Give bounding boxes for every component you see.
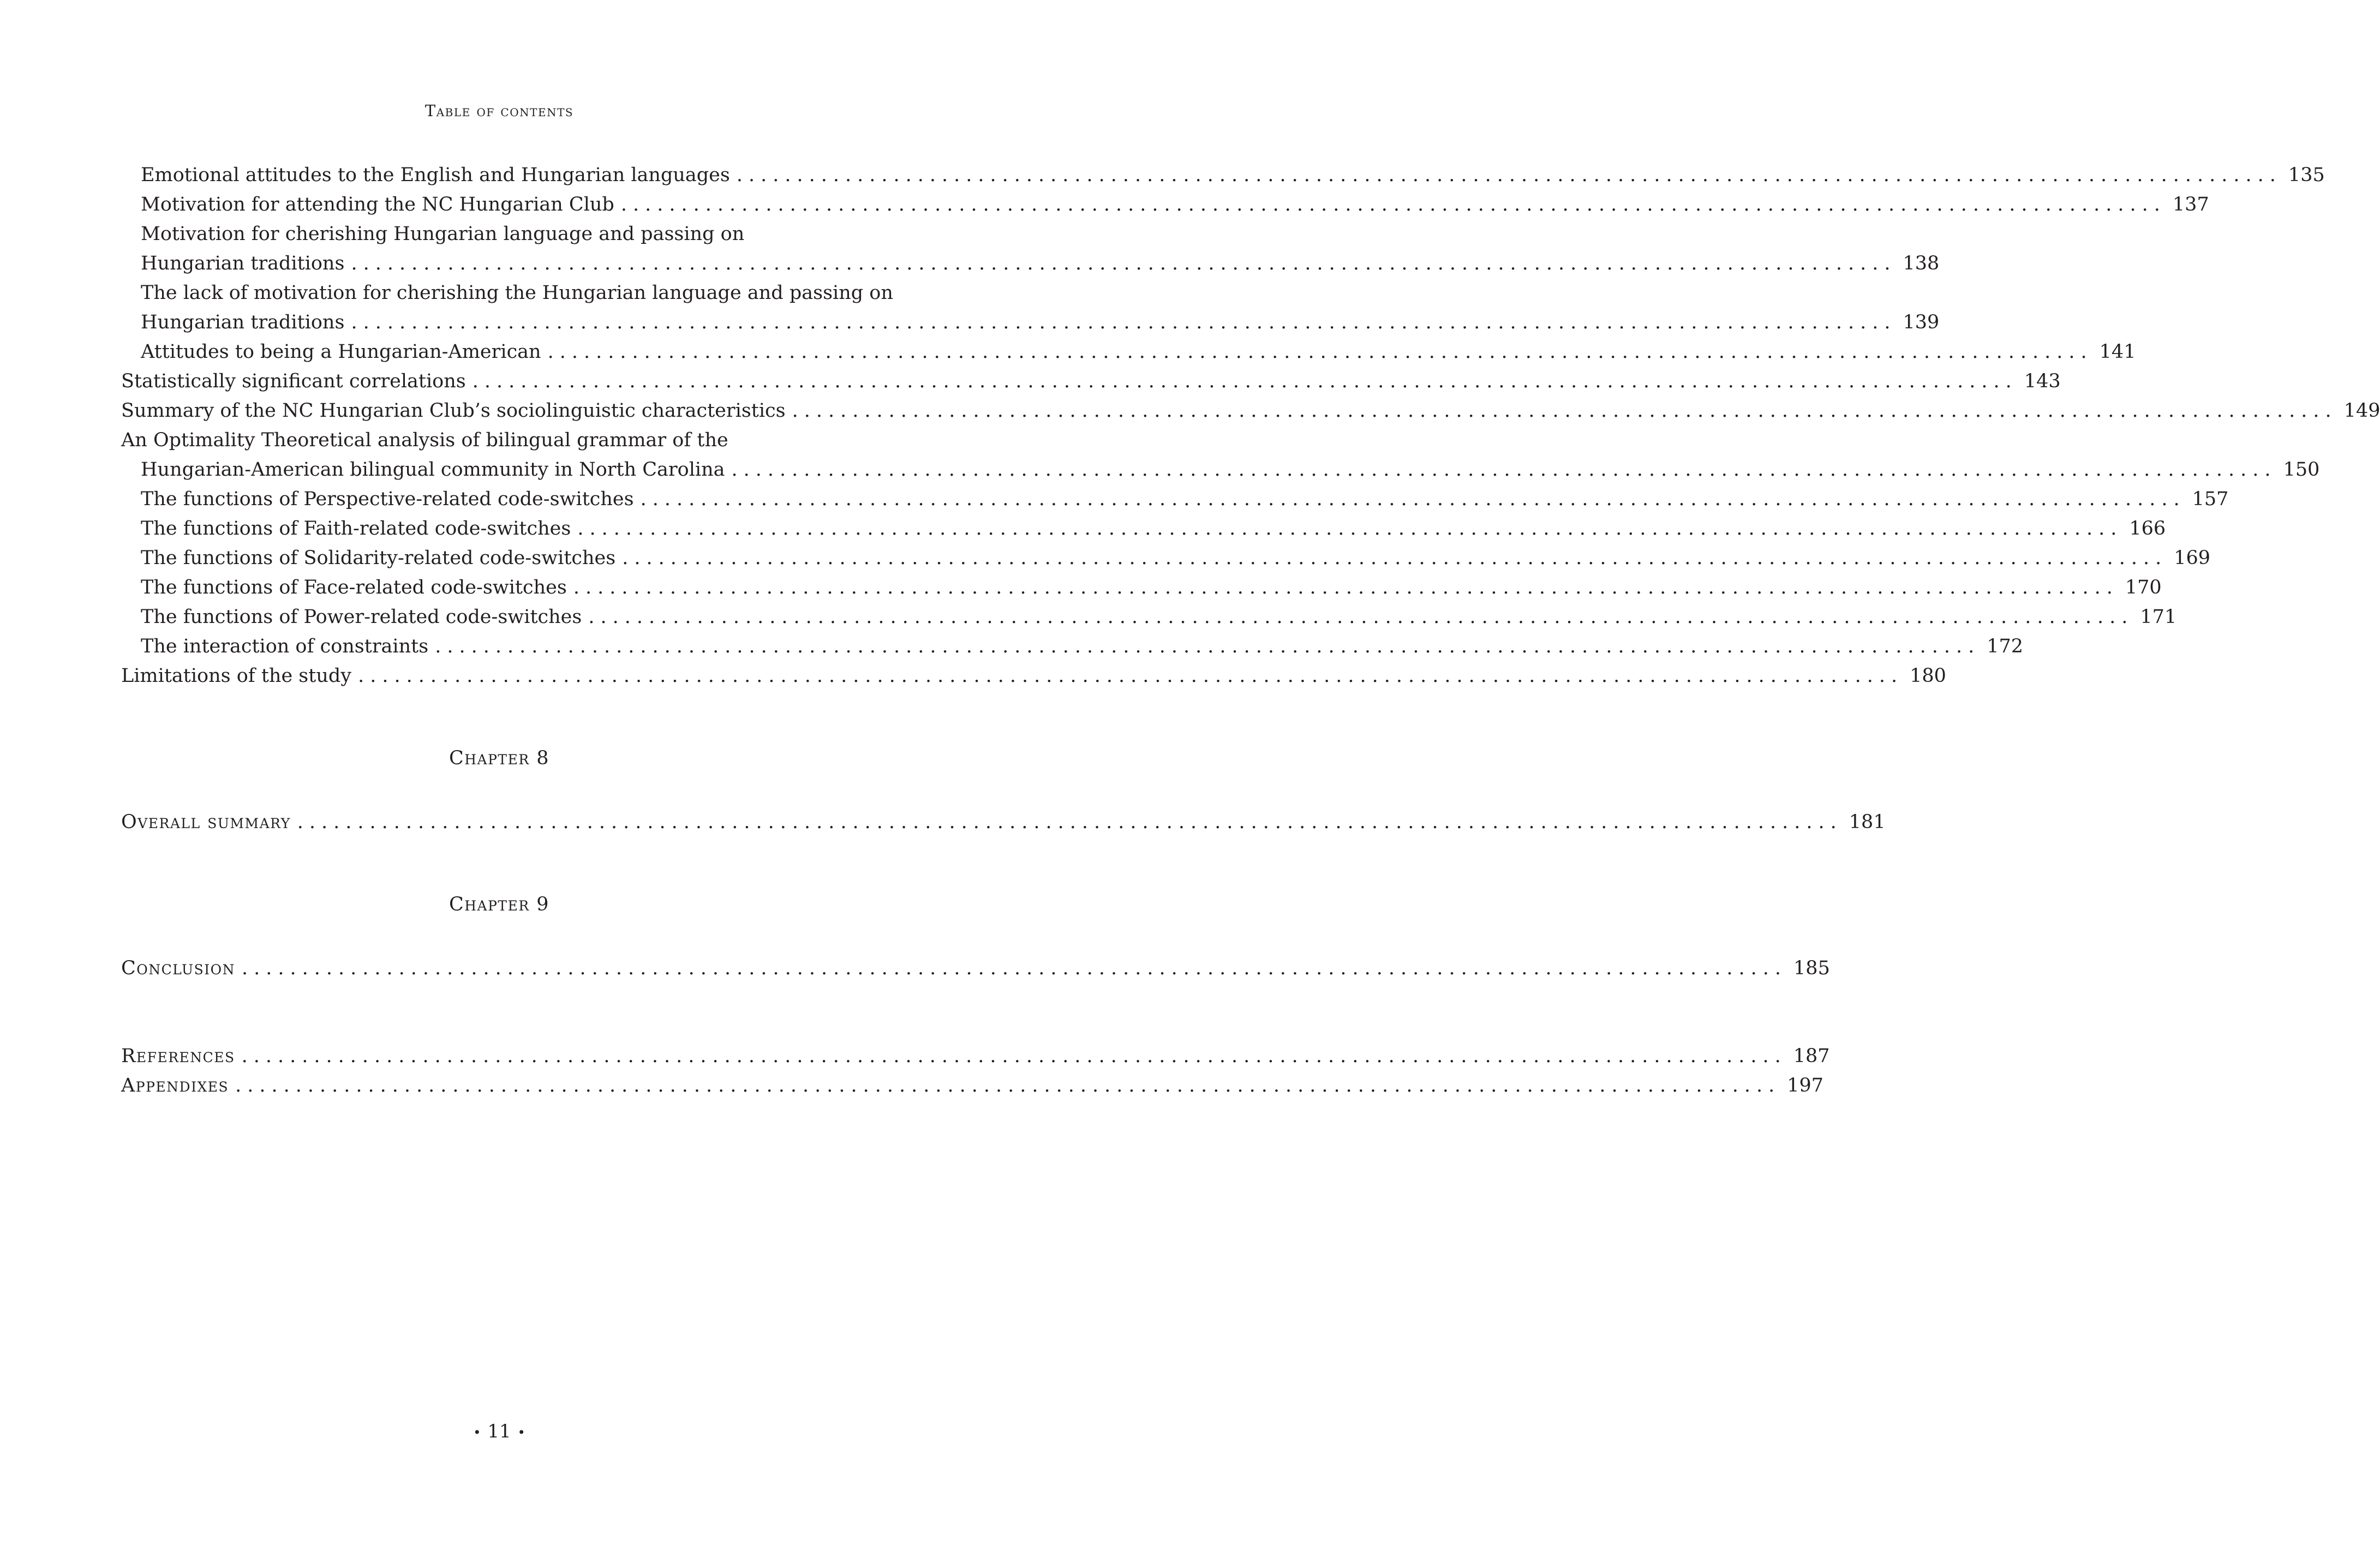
bullet-icon: • [473, 1425, 481, 1440]
toc-entry-page: 187 [1793, 1045, 1830, 1067]
running-header: Table of contents [424, 101, 574, 120]
bullet-icon: • [517, 1425, 525, 1440]
toc-entry-title: The functions of Perspective-related code-switches [141, 488, 634, 510]
toc-entry[interactable] [121, 661, 1946, 691]
toc-entry-references[interactable] [121, 1041, 1830, 1071]
toc-entry-conclusion[interactable] [121, 954, 1830, 983]
dot-leader: ................................................................................................................................ [351, 253, 1897, 274]
toc-entry-page: 139 [1903, 311, 1940, 333]
toc-entry[interactable] [141, 514, 2166, 543]
toc-entry-title-continued: Hungarian traditions [141, 311, 345, 333]
toc-entry-title: The lack of motivation for cherishing the Hungarian language and passing on [141, 282, 893, 304]
dot-leader: ................................................................................................................................ [640, 488, 2186, 510]
toc-entry-page: 157 [2192, 488, 2229, 510]
toc-entry-overall-summary[interactable] [121, 807, 1886, 837]
dot-leader: ................................................................................................................................ [622, 547, 2168, 569]
toc-entry-page: 197 [1787, 1075, 1824, 1096]
dot-leader: ................................................................................................................................ [358, 665, 1904, 687]
toc-entry[interactable] [141, 573, 2162, 602]
dot-leader: ................................................................................................................................ [351, 311, 1897, 333]
toc-entry-page: 185 [1793, 957, 1830, 979]
toc-entry-page: 137 [2172, 194, 2209, 215]
toc-entry-title: The interaction of constraints [141, 636, 429, 657]
toc-entry[interactable] [121, 396, 2380, 426]
toc-entry-title: Statistically significant correlations [121, 370, 466, 392]
toc-entry-page: 169 [2174, 547, 2211, 569]
toc-entry-title: Conclusion [121, 957, 235, 979]
toc-entry[interactable] [141, 543, 2211, 573]
toc-entry[interactable] [141, 602, 2177, 632]
toc-entry-title: Limitations of the study [121, 665, 352, 687]
page-number: 11 [487, 1421, 511, 1442]
toc-entry-page: 135 [2288, 164, 2325, 186]
toc-entry-page: 138 [1903, 253, 1940, 274]
toc-entry[interactable] [141, 190, 2209, 219]
toc-entry-title: Motivation for cherishing Hungarian language and passing on [141, 223, 745, 245]
chapter-8-heading: Chapter 8 [449, 747, 550, 769]
dot-leader: ................................................................................................................................ [736, 164, 2282, 186]
toc-entry-title: Attitudes to being a Hungarian-American [141, 341, 541, 363]
toc-entry[interactable] [141, 160, 2325, 190]
toc-entry-page: 166 [2129, 518, 2166, 540]
dot-leader: ................................................................................................................................ [235, 1075, 1781, 1096]
toc-entry-title-continued: Hungarian-American bilingual community in North Carolina [141, 459, 725, 481]
toc-entry-title: The functions of Power-related code-switches [141, 606, 582, 628]
dot-leader: ................................................................................................................................ [573, 577, 2119, 598]
dot-leader: ................................................................................................................................ [297, 811, 1843, 833]
dot-leader: ................................................................................................................................ [620, 194, 2166, 215]
dot-leader: ................................................................................................................................ [547, 341, 2093, 363]
toc-entry[interactable] [121, 426, 2320, 484]
toc-entry-page: 170 [2125, 577, 2162, 598]
toc-entry-title: Overall summary [121, 811, 291, 833]
dot-leader: ................................................................................................................................ [435, 636, 1981, 657]
chapter-9-heading: Chapter 9 [449, 894, 550, 915]
dot-leader: ................................................................................................................................ [241, 957, 1787, 979]
toc-entry-page: 172 [1987, 636, 2024, 657]
toc-entry[interactable] [141, 632, 2024, 661]
dot-leader: ................................................................................................................................ [731, 459, 2277, 481]
toc-entry-page: 149 [2343, 400, 2380, 422]
toc-entry[interactable] [141, 337, 2136, 367]
dot-leader: ................................................................................................................................ [792, 400, 2337, 422]
toc-entry-appendixes[interactable] [121, 1071, 1824, 1100]
toc-entry[interactable] [141, 219, 1940, 278]
toc-entry-title: Motivation for attending the NC Hungarian Club [141, 194, 614, 215]
toc-entry-title: The functions of Solidarity-related code-switches [141, 547, 616, 569]
toc-entry-title: An Optimality Theoretical analysis of bilingual grammar of the [121, 429, 728, 451]
dot-leader: ................................................................................................................................ [577, 518, 2123, 540]
toc-entry-page: 143 [2024, 370, 2061, 392]
toc-entry-page: 180 [1910, 665, 1946, 687]
toc-entry-title-continued: Hungarian traditions [141, 253, 345, 274]
dot-leader: ................................................................................................................................ [588, 606, 2134, 628]
toc-entry-page: 150 [2283, 459, 2320, 481]
toc-entry-title: The functions of Face-related code-switches [141, 577, 567, 598]
toc-entry-page: 181 [1849, 811, 1886, 833]
toc-entry-title: Appendixes [121, 1075, 229, 1096]
toc-entry[interactable] [121, 367, 2061, 396]
dot-leader: ................................................................................................................................ [472, 370, 2018, 392]
toc-entry-title: References [121, 1045, 235, 1067]
toc-entry[interactable] [141, 278, 1940, 337]
toc-entry-title: Emotional attitudes to the English and Hungarian languages [141, 164, 730, 186]
toc-entry[interactable] [141, 484, 2229, 514]
toc-entry-page: 141 [2099, 341, 2136, 363]
toc-entry-title: Summary of the NC Hungarian Club’s sociolinguistic characteristics [121, 400, 786, 422]
toc-entry-page: 171 [2140, 606, 2177, 628]
toc-entry-title: The functions of Faith-related code-switches [141, 518, 571, 540]
dot-leader: ................................................................................................................................ [241, 1045, 1787, 1067]
page-folio [0, 1421, 998, 1442]
